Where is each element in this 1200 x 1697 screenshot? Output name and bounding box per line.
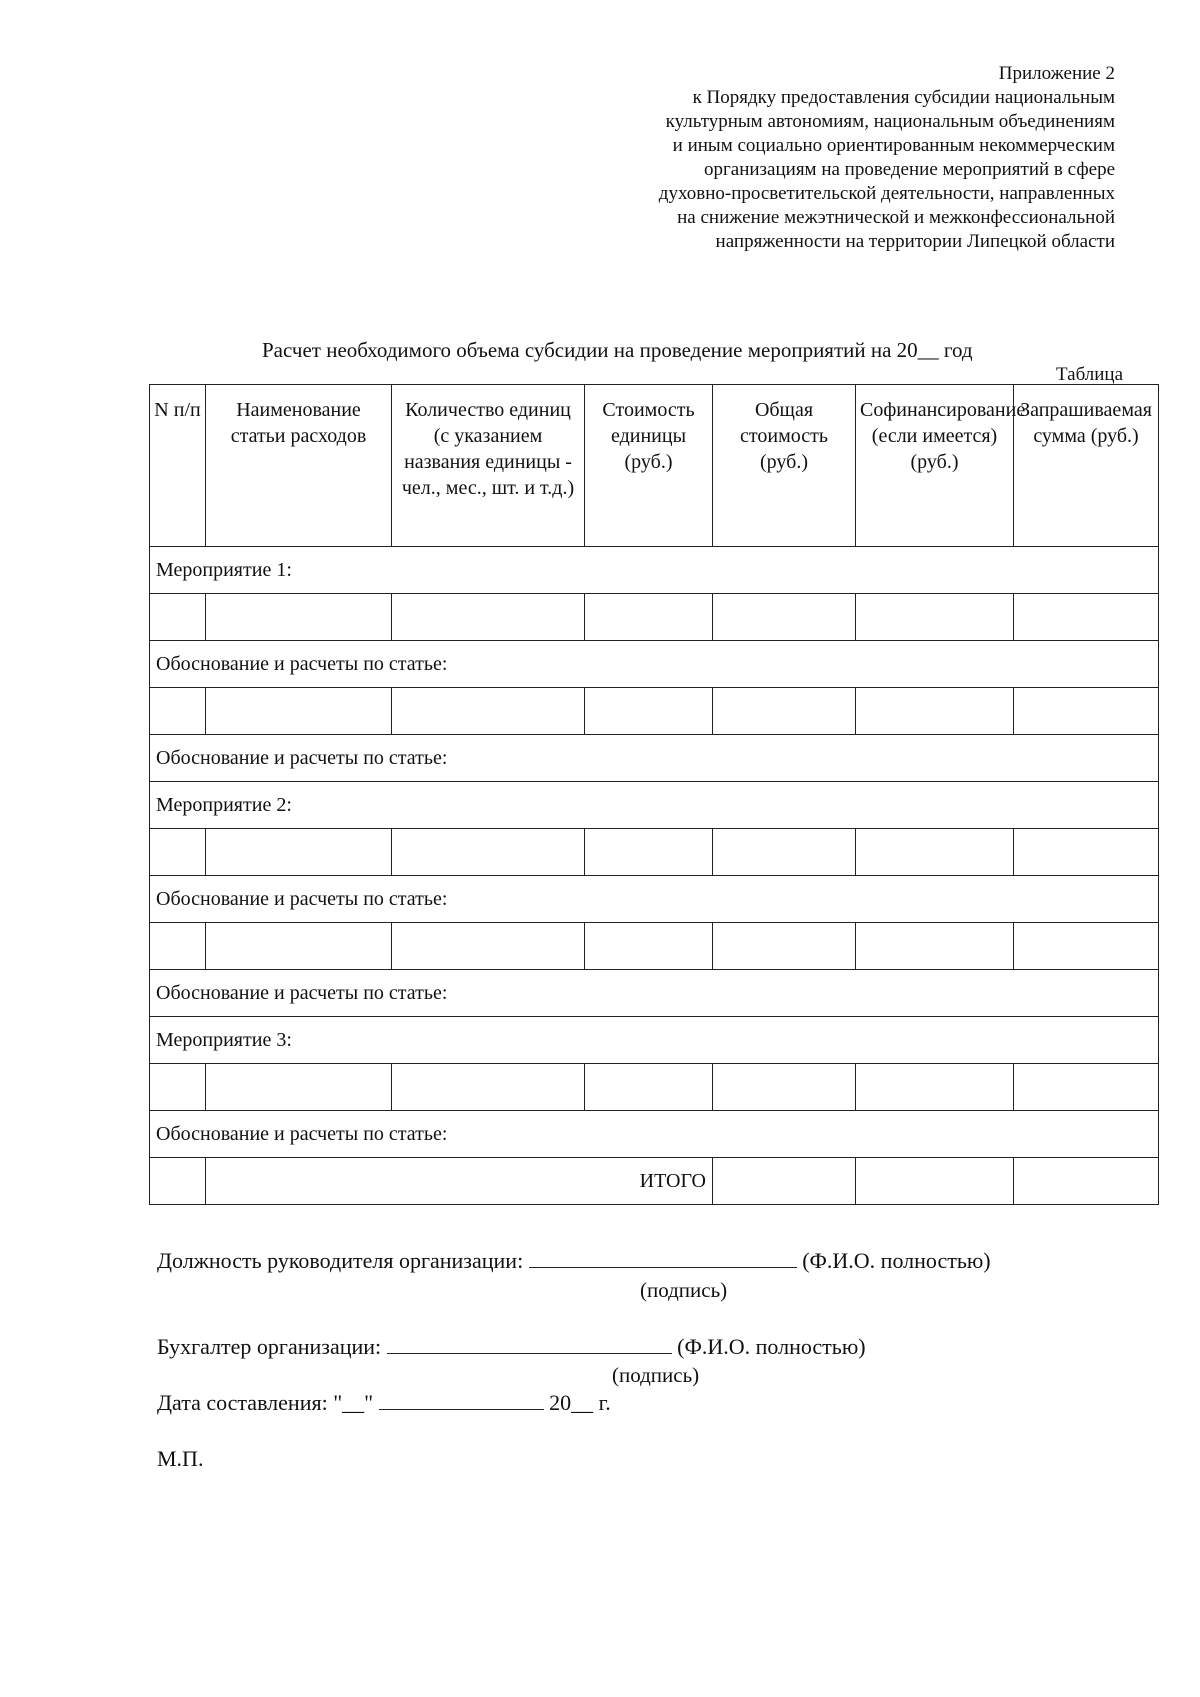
event-row — [150, 1017, 1159, 1064]
accountant-fio-hint: (Ф.И.О. полностью) — [677, 1334, 866, 1359]
table-cell[interactable] — [150, 829, 206, 876]
header-line: Приложение 2 — [998, 63, 1115, 84]
header-cofinancing: Софинансирование (если имеется) (руб.) — [856, 385, 1014, 547]
appendix-header — [555, 62, 1115, 254]
table-cell[interactable] — [1014, 923, 1159, 970]
head-signature-line — [157, 1248, 991, 1274]
event-row — [150, 782, 1159, 829]
table-cell[interactable] — [713, 829, 856, 876]
subsidy-calculation-table — [149, 384, 1159, 1205]
date-month-field[interactable] — [379, 1391, 544, 1410]
header-line: духовно-просветительской деятельности, направленных — [658, 183, 1115, 204]
justification-row — [150, 641, 1159, 688]
justification-label: Обоснование и расчеты по статье: — [150, 735, 1159, 782]
table-row — [150, 1064, 1159, 1111]
table-cell[interactable] — [1014, 1064, 1159, 1111]
header-item-name: Наименование статьи расходов — [206, 385, 392, 547]
table-cell[interactable] — [713, 923, 856, 970]
event-label: Мероприятие 3: — [150, 1017, 1159, 1064]
accountant-signature-line — [157, 1334, 866, 1360]
header-line: и иным социально ориентированным некоммерческим — [672, 135, 1115, 156]
table-cell[interactable] — [856, 688, 1014, 735]
header-total-cost: Общая стоимость (руб.) — [713, 385, 856, 547]
table-cell[interactable] — [713, 594, 856, 641]
justification-label: Обоснование и расчеты по статье: — [150, 876, 1159, 923]
table-cell[interactable] — [585, 829, 713, 876]
table-cell[interactable] — [150, 1158, 206, 1205]
total-label: ИТОГО — [206, 1158, 713, 1205]
justification-row — [150, 735, 1159, 782]
table-row — [150, 594, 1159, 641]
table-cell[interactable] — [392, 688, 585, 735]
accountant-label: Бухгалтер организации: — [157, 1334, 382, 1359]
total-requested-cell[interactable] — [1014, 1158, 1159, 1205]
header-quantity: Количество единиц (с указанием названия единицы - чел., мес., шт. и т.д.) — [392, 385, 585, 547]
table-cell[interactable] — [150, 594, 206, 641]
event-label: Мероприятие 2: — [150, 782, 1159, 829]
table-cell[interactable] — [150, 923, 206, 970]
table-header-row — [150, 385, 1159, 547]
accountant-signature-field[interactable] — [387, 1335, 672, 1354]
date-line — [157, 1390, 611, 1416]
total-cofinancing-cell[interactable] — [856, 1158, 1014, 1205]
table-cell[interactable] — [150, 688, 206, 735]
header-line: организациям на проведение мероприятий в сфере — [703, 159, 1115, 180]
table-cell[interactable] — [856, 594, 1014, 641]
header-line: культурным автономиям, национальным объединениям — [665, 111, 1115, 132]
table-cell[interactable] — [206, 1064, 392, 1111]
table-cell[interactable] — [1014, 594, 1159, 641]
table-cell[interactable] — [1014, 829, 1159, 876]
table-cell[interactable] — [713, 688, 856, 735]
table-cell[interactable] — [856, 1064, 1014, 1111]
accountant-sign-hint: (подпись) — [612, 1363, 700, 1387]
table-cell[interactable] — [585, 1064, 713, 1111]
table-cell[interactable] — [392, 594, 585, 641]
table-cell[interactable] — [713, 1064, 856, 1111]
date-year: 20__ г. — [549, 1390, 611, 1415]
header-number: N п/п — [150, 385, 206, 547]
stamp-label: М.П. — [157, 1446, 204, 1471]
event-label: Мероприятие 1: — [150, 547, 1159, 594]
justification-row — [150, 1111, 1159, 1158]
table-cell[interactable] — [1014, 688, 1159, 735]
total-row — [150, 1158, 1159, 1205]
header-line: к Порядку предоставления субсидии национальным — [692, 87, 1115, 108]
date-label: Дата составления: "__" — [157, 1390, 374, 1415]
table-cell[interactable] — [585, 594, 713, 641]
table-cell[interactable] — [206, 688, 392, 735]
event-row — [150, 547, 1159, 594]
table-cell[interactable] — [856, 923, 1014, 970]
document-title: Расчет необходимого объема субсидии на проведение мероприятий на 20__ год — [262, 338, 973, 362]
total-cost-cell[interactable] — [713, 1158, 856, 1205]
table-cell[interactable] — [206, 829, 392, 876]
head-position-label: Должность руководителя организации: — [157, 1248, 524, 1273]
table-cell[interactable] — [206, 594, 392, 641]
table-cell[interactable] — [585, 688, 713, 735]
table-row — [150, 923, 1159, 970]
header-requested-sum: Запрашиваемая сумма (руб.) — [1014, 385, 1159, 547]
head-fio-hint: (Ф.И.О. полностью) — [802, 1248, 991, 1273]
justification-label: Обоснование и расчеты по статье: — [150, 1111, 1159, 1158]
head-sign-hint: (подпись) — [640, 1278, 728, 1302]
table-cell[interactable] — [206, 923, 392, 970]
table-cell[interactable] — [392, 829, 585, 876]
justification-row — [150, 970, 1159, 1017]
head-signature-field[interactable] — [529, 1249, 797, 1268]
table-cell[interactable] — [392, 1064, 585, 1111]
table-row — [150, 688, 1159, 735]
header-line: на снижение межэтнической и межконфессиональной — [677, 207, 1115, 228]
header-line: напряженности на территории Липецкой области — [715, 231, 1115, 252]
justification-row — [150, 876, 1159, 923]
justification-label: Обоснование и расчеты по статье: — [150, 970, 1159, 1017]
table-cell[interactable] — [585, 923, 713, 970]
table-cell[interactable] — [150, 1064, 206, 1111]
table-cell[interactable] — [856, 829, 1014, 876]
table-caption: Таблица — [1056, 364, 1124, 385]
header-unit-cost: Стоимость единицы (руб.) — [585, 385, 713, 547]
table-cell[interactable] — [392, 923, 585, 970]
table-row — [150, 829, 1159, 876]
justification-label: Обоснование и расчеты по статье: — [150, 641, 1159, 688]
